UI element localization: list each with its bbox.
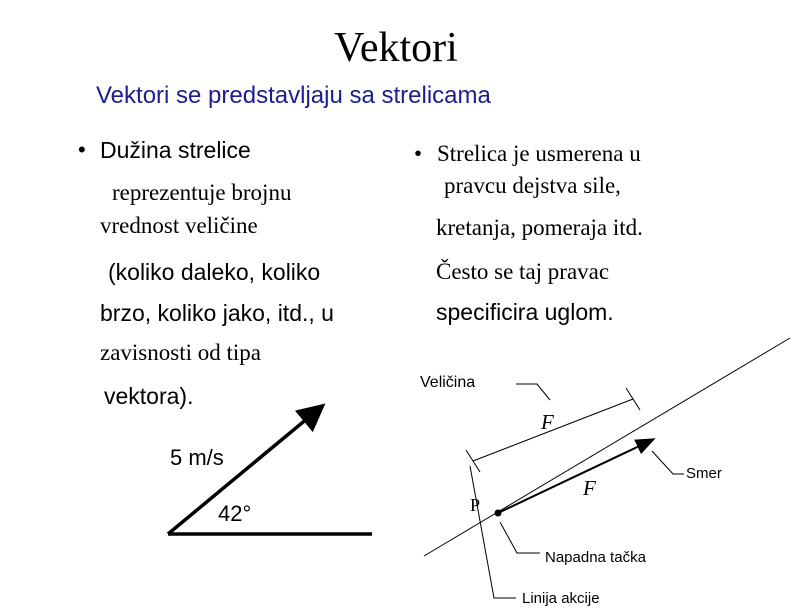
line-of-action-leader	[470, 466, 516, 598]
magnitude-tick-start	[466, 450, 480, 472]
right-bullet: •	[414, 141, 423, 166]
right-line-4: Često se taj pravac	[436, 259, 610, 284]
direction-caption: Smer	[686, 465, 722, 482]
magnitude-caption: Veličina	[420, 374, 476, 391]
right-line-2: pravcu dejstva sile,	[444, 173, 621, 198]
force-vector-symbol: F	[583, 476, 596, 500]
magnitude-leader	[516, 384, 550, 400]
point-label: P	[470, 495, 481, 515]
application-point-caption: Napadna tačka	[545, 549, 646, 566]
magnitude-symbol: F	[541, 410, 554, 434]
left-line-3: vrednost veličine	[100, 213, 258, 238]
left-line-4: (koliko daleko, koliko	[108, 259, 321, 285]
left-line-2: reprezentuje brojnu	[112, 180, 292, 205]
left-line-1: Dužina strelice	[100, 137, 251, 163]
right-line-5: specificira uglom.	[436, 299, 614, 325]
magnitude-tick-end	[626, 388, 640, 410]
line-of-action	[424, 338, 790, 556]
left-line-7: vektora).	[104, 383, 194, 409]
left-line-5: brzo, koliko jako, itd., u	[100, 300, 334, 326]
application-point	[495, 510, 502, 517]
line-of-action-caption: Linija akcije	[522, 590, 600, 607]
right-line-3: kretanja, pomeraja itd.	[436, 215, 643, 240]
left-line-6: zavisnosti od tipa	[100, 340, 261, 365]
direction-leader	[652, 451, 684, 474]
vector-example	[168, 408, 372, 534]
force-vector-arrow	[498, 440, 652, 513]
slide-title: Vektori	[334, 25, 458, 71]
angle-label: 42°	[218, 501, 252, 526]
magnitude-label: 5 m/s	[170, 445, 224, 470]
left-bullet: •	[78, 137, 86, 162]
application-point-leader	[500, 522, 540, 553]
right-line-1: Strelica je usmerena u	[437, 141, 641, 166]
slide-subtitle: Vektori se predstavljaju sa strelicama	[96, 82, 491, 109]
